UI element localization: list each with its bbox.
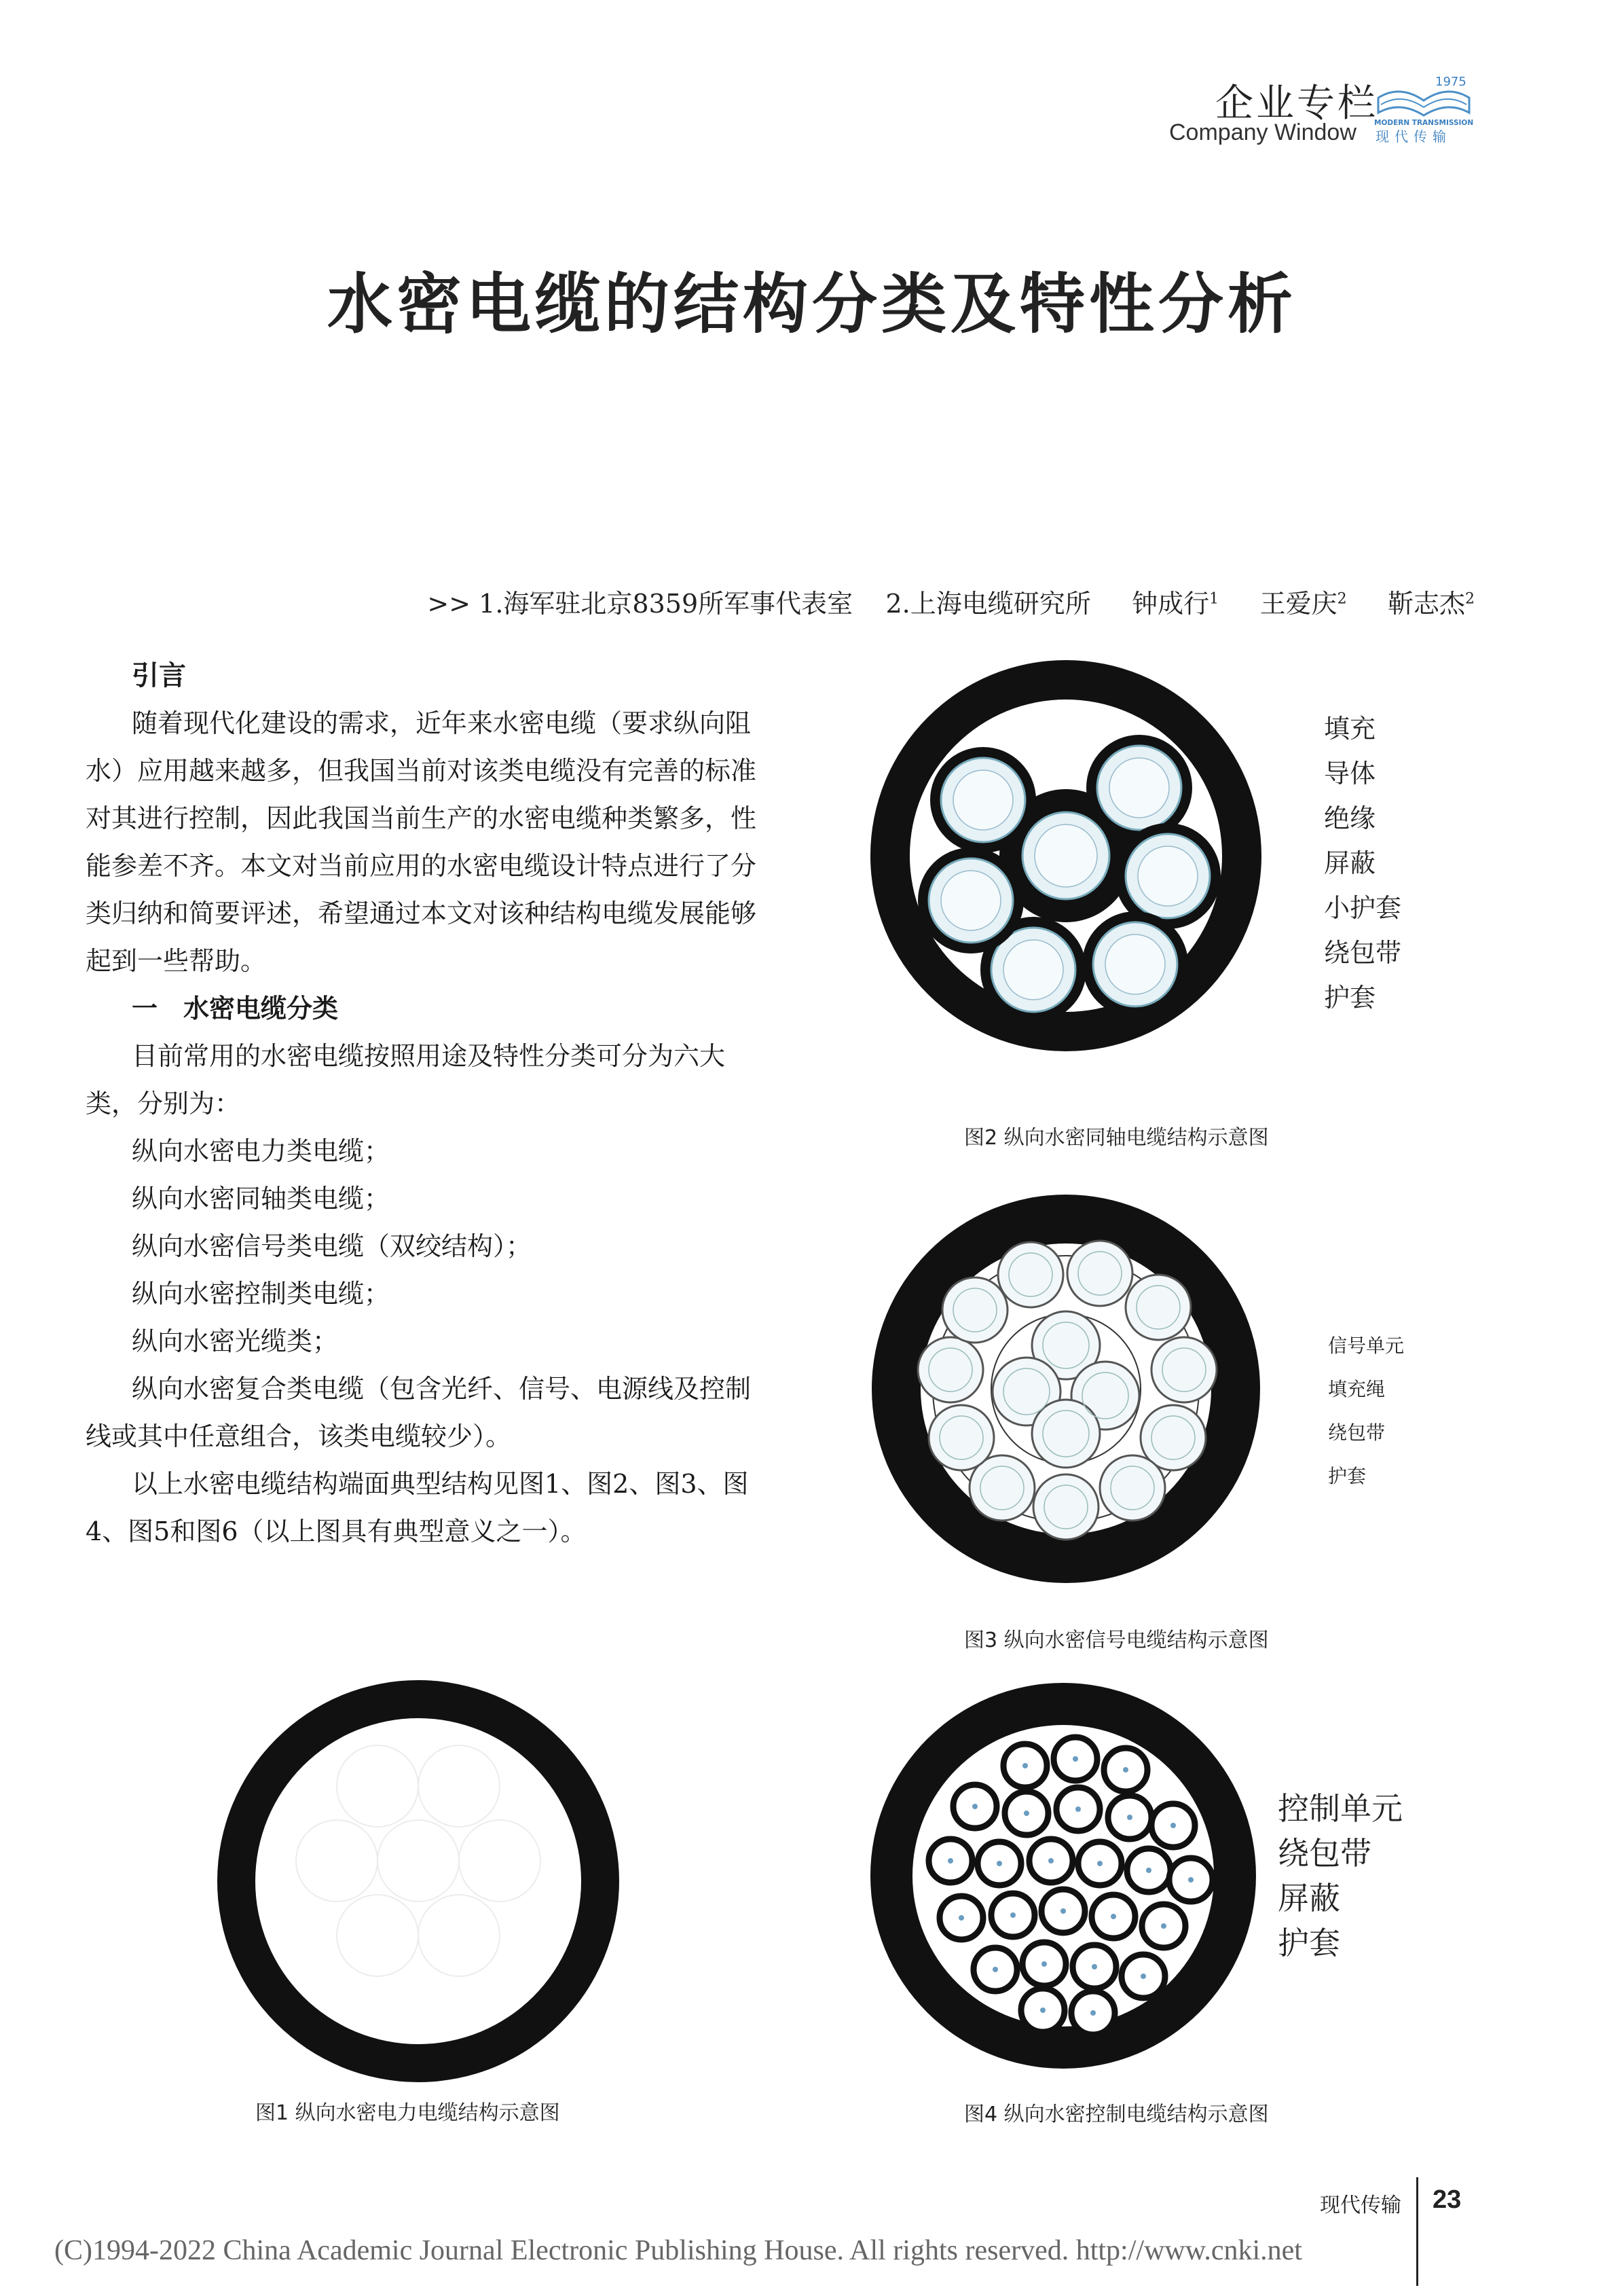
legend-item: 导体 [1324,759,1376,788]
signal-cable-diagram [862,1185,1270,1593]
legend-item: 绝缘 [1324,803,1376,833]
section-heading: 一 水密电缆分类 [132,993,339,1023]
legend-item: 护套 [1278,1925,1340,1961]
list-item: 纵向水密控制类电缆； [132,1279,390,1309]
intro-heading: 引言 [132,659,186,691]
page-number: 23 [1433,2185,1462,2214]
list-item: 纵向水密信号类电缆（双绞结构）； [132,1231,532,1261]
legend-item: 屏蔽 [1278,1880,1340,1916]
byline-marker: >> [427,589,471,619]
copyright-notice: (C)1994-2022 China Academic Journal Electronic Publishing House. All rights reserved. http://www.cnki.net [54,2235,1302,2266]
list-item: 纵向水密同轴类电缆； [132,1184,390,1214]
legend-item: 绕包带 [1328,1421,1386,1444]
legend-item: 控制单元 [1278,1790,1403,1827]
author-name: 钟成行 [1132,589,1210,619]
list-item: 纵向水密电力类电缆； [132,1136,390,1166]
author-affiliation-mark: 1 [1209,590,1219,608]
figure-2-caption: 图2 纵向水密同轴电缆结构示意图 [964,1126,1269,1150]
section-label-english: Company Window [1169,120,1357,145]
legend-item: 填充绳 [1328,1378,1386,1400]
legend-item: 绕包带 [1278,1835,1371,1872]
legend-item: 绕包带 [1324,938,1402,968]
figure-4 [860,1679,1267,2073]
logo-english: MODERN TRANSMISSION [1374,119,1474,127]
figure-2 [862,652,1270,1059]
figure-4-caption: 图4 纵向水密控制电缆结构示意图 [964,2103,1269,2126]
coaxial-cable-diagram [862,652,1270,1059]
affiliation-1: 1.海军驻北京8359所军事代表室 [479,589,853,619]
figure-3-caption: 图3 纵向水密信号电缆结构示意图 [964,1629,1269,1652]
author-affiliation-mark: 2 [1465,590,1475,608]
legend-item: 屏蔽 [1324,848,1376,878]
control-cable-diagram [860,1679,1267,2073]
legend-item: 填充 [1324,714,1376,744]
power-cable-diagram [201,1677,635,2085]
figure-4-legend [1278,1786,1403,1965]
logo-year: 1975 [1435,75,1466,89]
legend-item: 护套 [1328,1465,1367,1487]
list-item: 纵向水密复合类电缆（包含光纤、信号、电源线及控制线或其中任意组合，该类电缆较少）。 [86,1374,752,1451]
list-item: 纵向水密光缆类； [132,1326,339,1356]
page-divider [1416,2177,1418,2286]
logo-chinese: 现代传输 [1376,128,1452,145]
affiliation-2: 2.上海电缆研究所 [885,589,1091,619]
author-name: 王爱庆 [1259,589,1337,619]
figure-1 [201,1677,635,2085]
article-title: 水密电缆的结构分类及特性分析 [327,266,1297,342]
intro-paragraph: 随着现代化建设的需求，近年来水密电缆（要求纵向阻水）应用越来越多，但我国当前对该类电缆没有完善的标准对其进行控制，因此我国当前生产的水密电缆种类繁多，性能参差不齐。本文对当前应用的水密电缆设计特点进行了分类归纳和简要评述，希望通过本文对该种结构电缆发展能够起到一些帮助。 [86,708,757,976]
legend-item: 小护套 [1324,893,1402,923]
legend-item: 护套 [1324,983,1376,1013]
author-affiliation-mark: 2 [1337,590,1347,608]
body-paragraph: 目前常用的水密电缆按照用途及特性分类可分为六大类，分别为： [86,1041,726,1119]
byline [427,583,1475,620]
body-paragraph: 以上水密电缆结构端面典型结构见图1、图2、图3、图4、图5和图6（以上图具有典型意义之一）。 [86,1469,749,1546]
body-column [86,652,770,1555]
figure-3 [862,1185,1270,1593]
journal-logo [1373,71,1475,147]
author-name: 靳志杰 [1387,589,1465,619]
section-label: 企业专栏 [1215,81,1378,126]
figure-2-legend [1324,706,1401,1020]
figure-1-caption: 图1 纵向水密电力电缆结构示意图 [255,2101,560,2125]
legend-item: 信号单元 [1328,1334,1405,1357]
figure-3-legend [1328,1324,1404,1498]
journal-name: 现代传输 [1320,2194,1401,2217]
